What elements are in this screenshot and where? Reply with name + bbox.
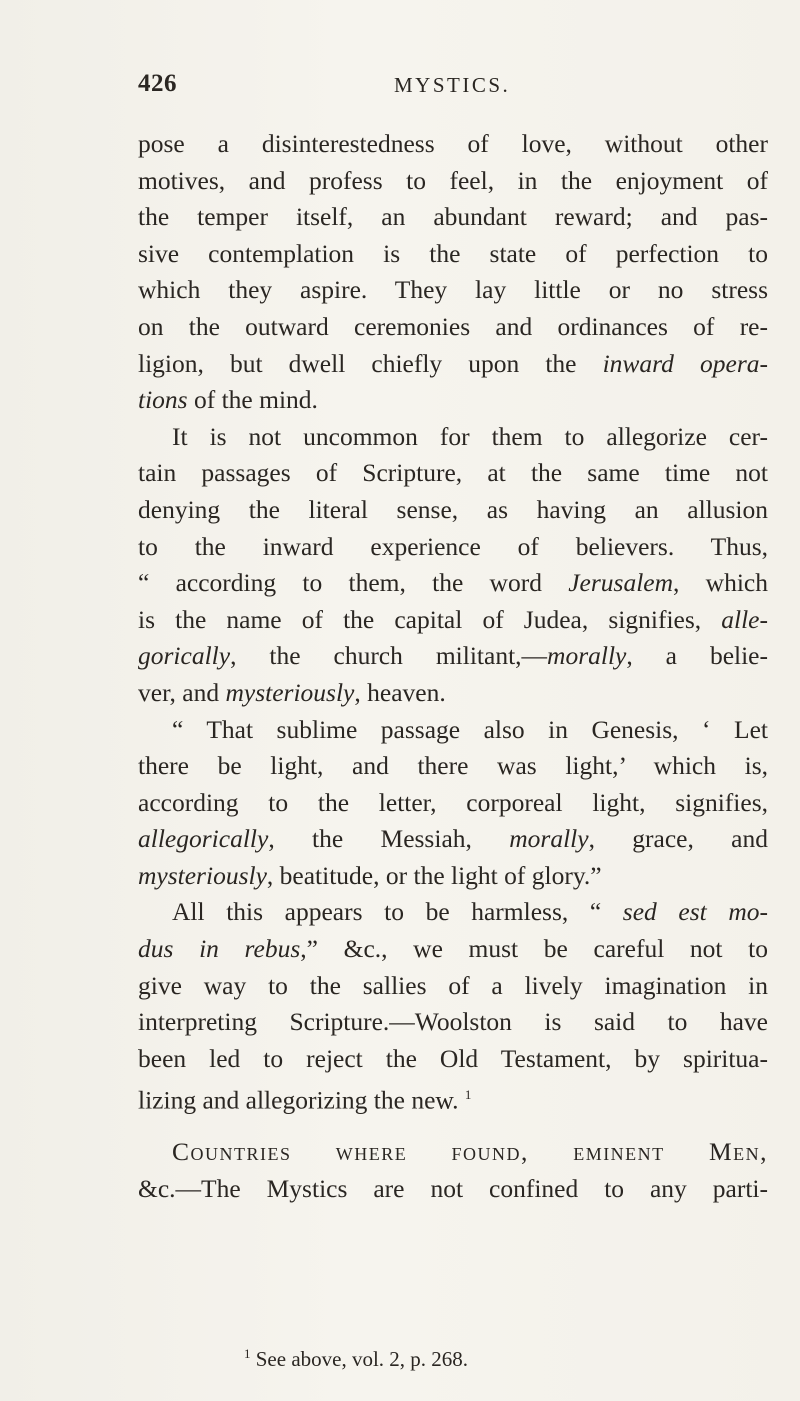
footnote: [244, 1346, 468, 1372]
footnote-reference: 1: [464, 1087, 472, 1103]
text-line: been led to reject the Old Testament, by spiritua-: [138, 1043, 768, 1073]
text-line: ver, and mysteriously, heaven.: [138, 677, 446, 707]
text-line: give way to the sallies of a lively imagination in: [138, 970, 768, 1000]
text-line: motives, and profess to feel, in the enjoyment of: [138, 165, 768, 195]
section-heading-line: Countries where found, eminent Men,: [172, 1137, 768, 1167]
text-line: sive contemplation is the state of perfection to: [138, 238, 768, 268]
page-header: [138, 70, 698, 106]
text-line: “ according to them, the word Jerusalem, which: [138, 568, 768, 598]
text-line: to the inward experience of believers. Thus,: [138, 531, 768, 561]
text-line: dus in rebus,” &c., we must be careful not to: [138, 934, 768, 964]
text-line: the temper itself, an abundant reward; and pas-: [138, 202, 768, 232]
text-line: is the name of the capital of Judea, signifies, alle-: [138, 604, 768, 634]
body-text: [138, 126, 768, 1207]
text-line: on the outward ceremonies and ordinances of re-: [138, 311, 768, 341]
text-line: mysteriously, beatitude, or the light of glory.”: [138, 860, 602, 890]
text-line: gorically, the church militant,—morally, a belie-: [138, 641, 768, 671]
text-line: according to the letter, corporeal light, signifies,: [138, 787, 768, 817]
text-line: interpreting Scripture.—Woolston is said to have: [138, 1007, 768, 1037]
text-line: which they aspire. They lay little or no stress: [138, 275, 768, 305]
text-line: &c.—The Mystics are not confined to any parti-: [138, 1173, 768, 1203]
text-line: there be light, and there was light,’ which is,: [138, 751, 768, 781]
running-head: MYSTICS.: [394, 73, 511, 97]
text-line: ligion, but dwell chiefly upon the inward opera-: [138, 348, 768, 378]
text-line: allegorically, the Messiah, morally, grace, and: [138, 824, 769, 854]
page-number: 426: [138, 70, 177, 97]
text-line: pose a disinterestedness of love, without other: [138, 129, 768, 158]
paragraph-start: “ That sublime passage also in Genesis, ‘ Let: [172, 714, 768, 744]
footnote-text: See above, vol. 2, p. 268.: [255, 1347, 469, 1371]
text-line: denying the literal sense, as having an allusion: [138, 494, 768, 524]
paragraph-start: It is not uncommon for them to allegorize cer-: [172, 421, 768, 451]
paragraph-start: All this appears to be harmless, “ sed est mo-: [172, 897, 768, 927]
text-line: lizing and allegorizing the new. $^1$: [138, 1085, 472, 1115]
text-line: tions of the mind.: [138, 385, 318, 415]
footnote-marker: 1: [244, 1346, 251, 1361]
text-line: tain passages of Scripture, at the same time not: [138, 458, 768, 488]
